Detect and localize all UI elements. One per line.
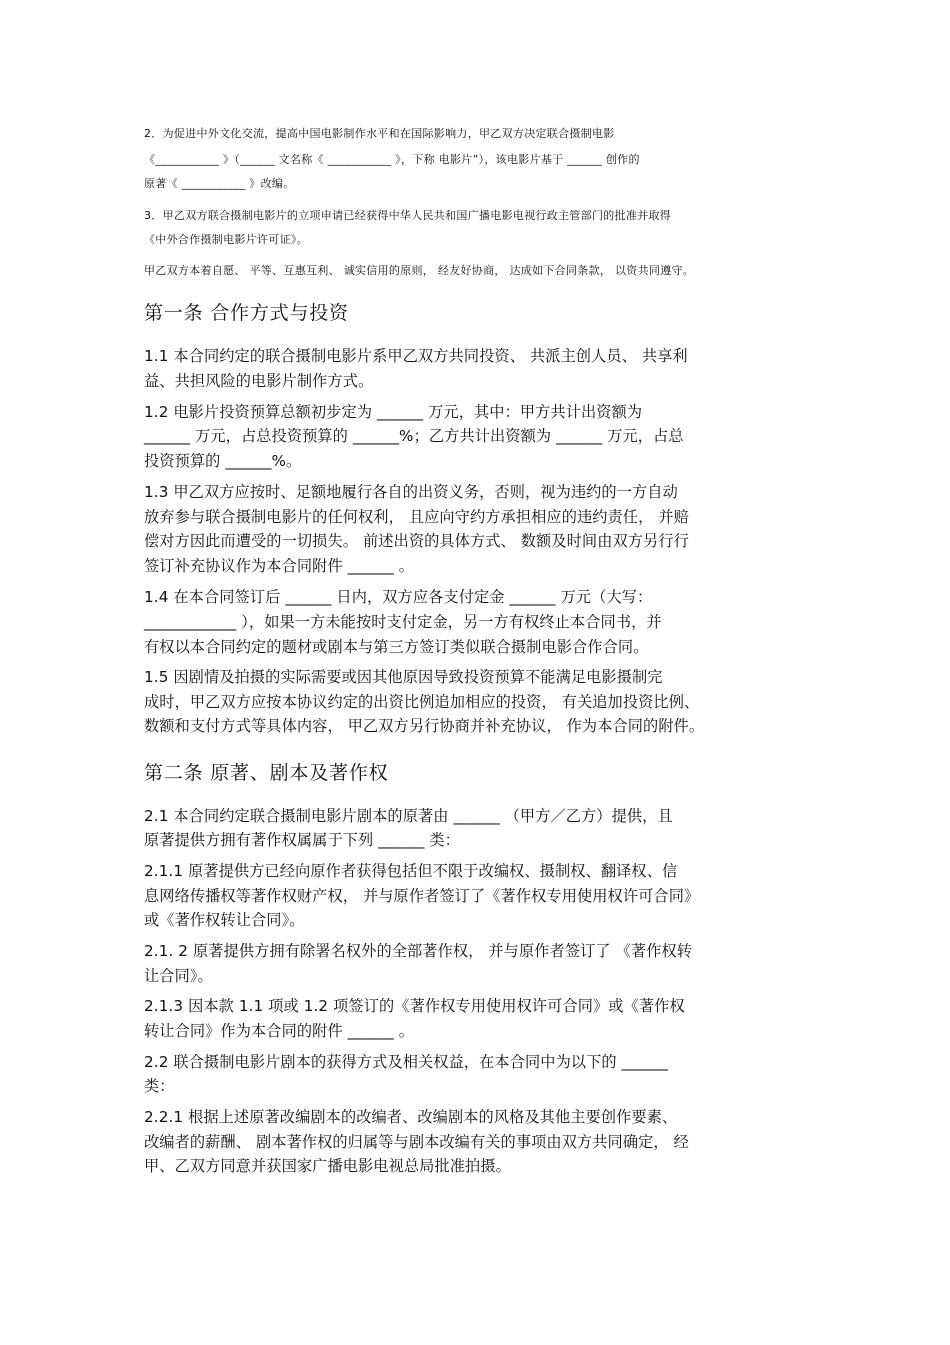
clause-2-1-2-line-2: 让合同》。 [144,967,213,985]
clause-2-1-line-2: 原著提供方拥有著作权属属于下列 ______ 类： [144,831,460,849]
article-1-title: 第一条 合作方式与投资 [144,302,349,324]
clause-1-5-line-3: 数额和支付方式等具体内容， 甲乙双方另行协商并补充协议， 作为本合同的附件。 [144,717,705,735]
clause-1-3-line-1: 1.3 甲乙双方应按时、足额地履行各自的出资义务，否则，视为违约的一方自动 [144,483,678,501]
clause-1-1-line-2: 益、共担风险的电影片制作方式。 [144,372,374,390]
article-2-title: 第二条 原著、剧本及著作权 [144,762,389,784]
clause-1-2-line-1: 1.2 电影片投资预算总额初步定为 ______ 万元，其中：甲方共计出资额为 [144,403,643,421]
clause-2-1-line-1: 2.1 本合同约定联合摄制电影片剧本的原著由 ______ （甲方／乙方）提供，且 [144,807,673,825]
clause-1-5-line-2: 成时，甲乙双方应按本协议约定的出资比例追加相应的投资， 有关追加投资比例、 [144,693,700,711]
clause-1-3-line-3: 偿对方因此而遭受的一切损失。 前述出资的具体方式、 数额及时间由双方另行行 [144,532,689,550]
clause-1-2-line-2: ______ 万元，占总投资预算的 ______%；乙方共计出资额为 ______ 万元，占总 [144,427,684,445]
clause-1-1-line-1: 1.1 本合同约定的联合摄制电影片系甲乙双方共同投资、 共派主创人员、 共享利 [144,347,688,365]
clause-1-3-line-4: 签订补充协议作为本合同附件 ______ 。 [144,557,415,575]
clause-1-4-line-3: 有权以本合同约定的题材或剧本与第三方签订类似联合摄制电影合作合同。 [144,638,649,656]
clause-1-3-line-2: 放弃参与联合摄制电影片的任何权利， 且应向守约方承担相应的违约责任， 并赔 [144,508,689,526]
clause-2-1-2-line-1: 2.1. 2 原著提供方拥有除署名权外的全部著作权， 并与原作者签订了 《著作权转 [144,942,693,960]
intro-p3-line-1: 3．甲乙双方联合摄制电影片的立项申请已经获得中华人民共和国广播电影电视行政主管部门的批准并取得 [144,209,672,222]
clause-1-4-line-1: 1.4 在本合同签订后 ______ 日内，双方应各支付定金 ______ 万元（大写： [144,588,653,606]
intro-p3-line-2: 《中外合作摄制电影片许可证》。 [144,233,308,246]
clause-2-1-3-line-2: 转让合同》作为本合同的附件 ______ 。 [144,1022,415,1040]
clause-2-1-1-line-3: 或《著作权转让合同》。 [144,911,305,929]
clause-1-5-line-1: 1.5 因剧情及拍摄的实际需要或因其他原因导致投资预算不能满足电影摄制完 [144,668,663,686]
intro-principle: 甲乙双方本着自愿、 平等、互惠互利、 诚实信用的原则， 经友好协商， 达成如下合同条款， 以资共同遵守。 [144,264,695,277]
clause-2-1-1-line-1: 2.1.1 原著提供方已经向原作者获得包括但不限于改编权、摄制权、翻译权、信 [144,862,678,880]
clause-2-2-1-line-3: 甲、乙双方同意并获国家广播电影电视总局批准拍摄。 [144,1157,511,1175]
intro-p2-line-1: 2．为促进中外文化交流，提高中国电影制作水平和在国际影响力，甲乙双方决定联合摄制电影 [144,127,615,140]
clause-2-1-3-line-1: 2.1.3 因本款 1.1 项或 1.2 项签订的《著作权专用使用权许可合同》或《著作权 [144,997,685,1015]
clause-2-2-1-line-1: 2.2.1 根据上述原著改编剧本的改编者、改编剧本的风格及其他主要创作要素、 [144,1108,678,1126]
intro-p2-line-2: 《___________ 》（______ 文名称《 ___________ 》，下称 电影片”），该电影片基于 ______ 创作的 [144,153,640,166]
clause-2-1-1-line-2: 息网络传播权等著作权财产权， 并与原作者签订了《著作权专用使用权许可合同》 [144,887,700,905]
clause-2-2-line-2: 类： [144,1077,175,1095]
clause-1-2-line-3: 投资预算的 ______%。 [144,452,302,470]
clause-2-2-1-line-2: 改编者的薪酬、 剧本著作权的归属等与剧本改编有关的事项由双方共同确定， 经 [144,1133,689,1151]
clause-1-4-line-2: ____________ ），如果一方未能按时支付定金，另一方有权终止本合同书，并 [144,613,662,631]
clause-2-2-line-1: 2.2 联合摄制电影片剧本的获得方式及相关权益，在本合同中为以下的 ______ [144,1053,668,1071]
intro-p2-line-3: 原著《 ___________ 》改编。 [144,177,295,190]
